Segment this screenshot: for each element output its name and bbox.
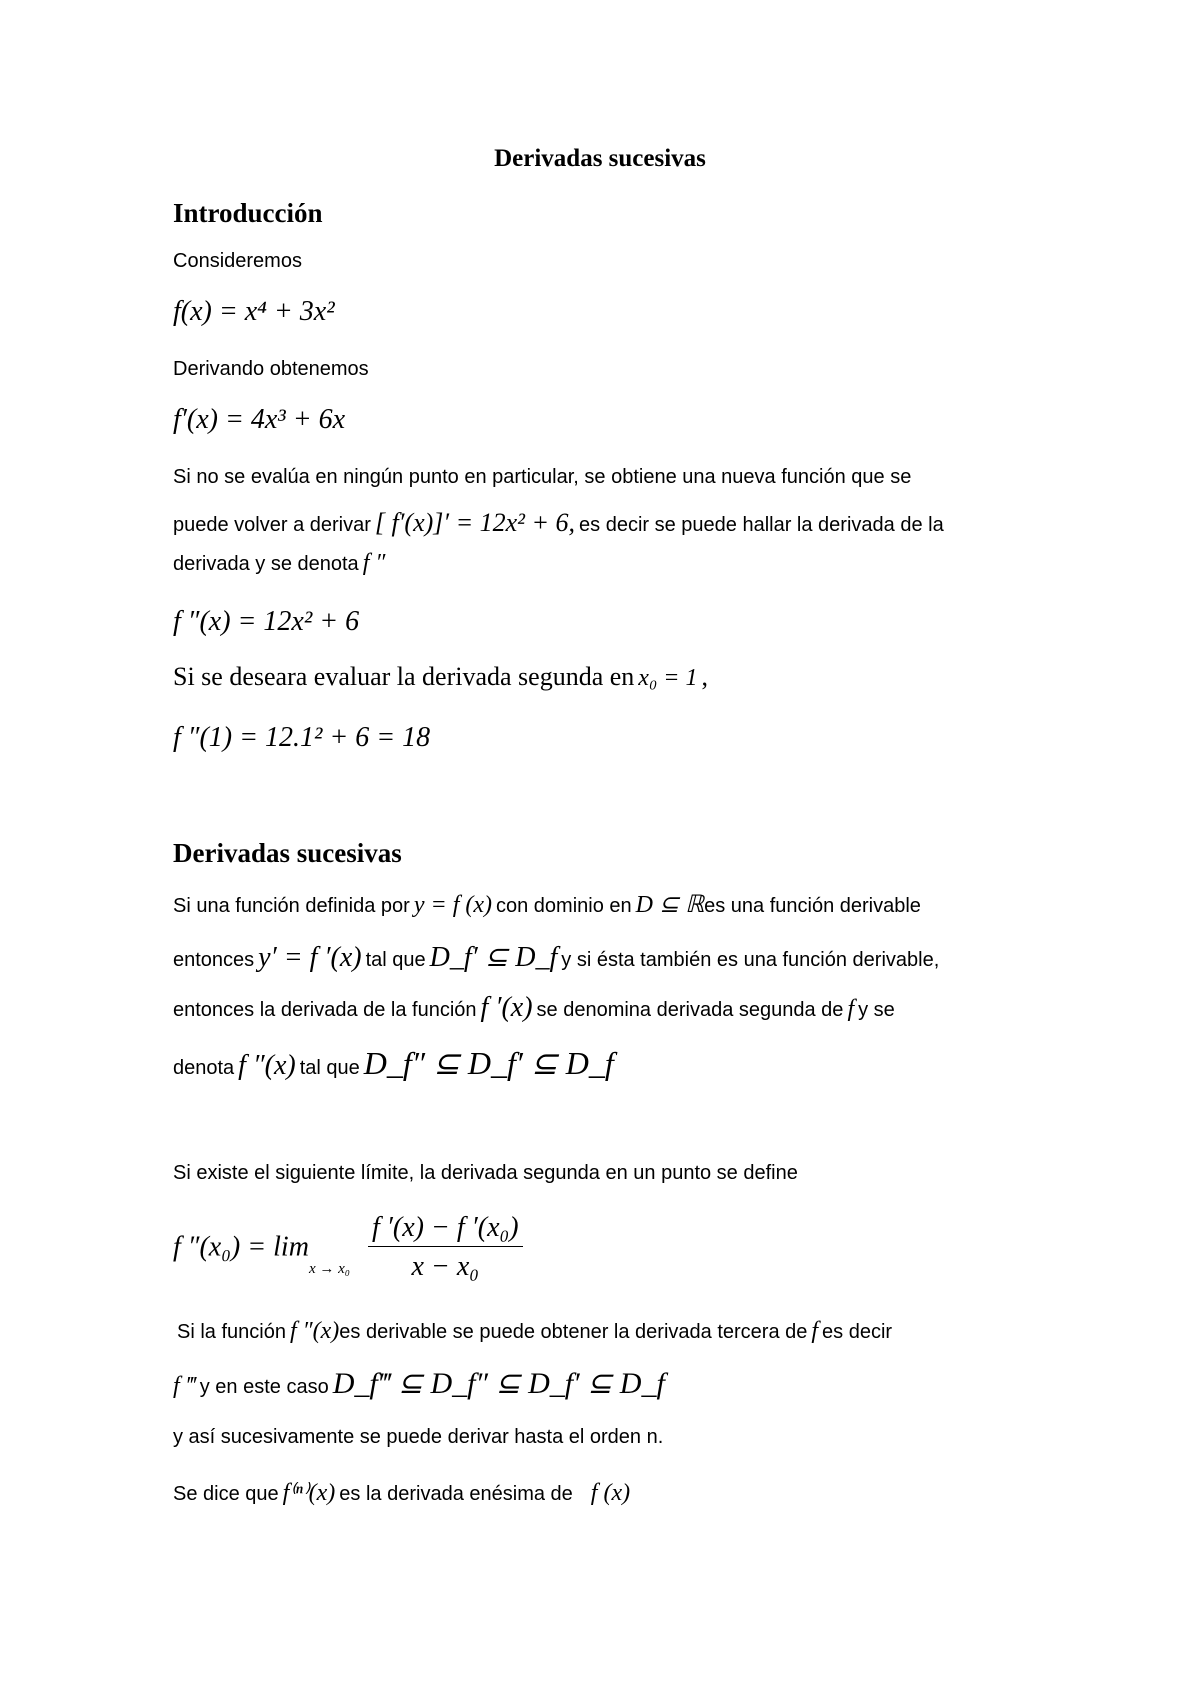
line-derivada-de-la-funcion [173,992,895,1024]
line-se-denota [173,550,385,577]
text-con-dominio: con dominio en [496,895,632,917]
limit-subscript: x → x₀ [308,1261,350,1278]
text-evaluar-segunda: Si se deseara evaluar la derivada segunda en [173,662,635,691]
equation-domain-inclusion-1: D_f′ ⊆ D_f [429,942,558,973]
symbol-f: f [847,996,855,1022]
equation-y-prime: y′ = f ′(x) [258,942,362,973]
line-funcion-definida [173,890,921,919]
equation-f-prime-x: f ′(x) [480,992,533,1023]
text-tambien-derivable: y si ésta también es una función derivable, [561,949,940,971]
equation-f-n: f⁽ⁿ⁾(x) [282,1480,336,1506]
line-derivada-tercera [177,1318,892,1345]
text-se-dice-que: Se dice que [173,1483,279,1505]
line-evaluar-segunda [173,662,708,692]
text-se-denota: derivada y se denota [173,553,359,575]
line-en-este-caso [173,1366,665,1401]
line-volver-a-derivar [173,508,944,538]
equation-dominio: D ⊆ ℝ [635,892,705,918]
line-derivada-enesima [173,1478,630,1507]
equation-f-double-prime-x-2: f ″(x) [289,1318,340,1344]
equation-f-double-prime: f ″(x) = 12x² + 6 [173,606,360,637]
limit-denominator: x − x₀ [411,1251,479,1282]
symbol-f-triple-prime: f ‴ [173,1373,196,1399]
symbol-f-2: f [811,1318,819,1344]
text-si-la-funcion: Si la función [177,1321,286,1343]
equation-derivada-de-derivada: [ f′(x)]′ = 12x² + 6, [374,508,576,537]
text-entonces: entonces [173,949,255,971]
text-es-decir-2: es decir [822,1321,893,1343]
paragraph-asi-sucesivamente: y así sucesivamente se puede derivar hasta el orden n. [173,1426,664,1448]
text-tal-que: tal que [365,949,426,971]
text-funcion-definida: Si una función definida por [173,895,410,917]
text-comma: , [701,662,708,691]
text-se-denomina: se denomina derivada segunda de [536,999,844,1021]
equation-y-f: y = f (x) [413,892,492,918]
text-derivada-de-la-funcion: entonces la derivada de la función [173,999,477,1021]
limit-numerator: f ′(x) − f ′(x₀) [368,1212,523,1247]
symbol-f-double-prime: f ″ [362,550,386,576]
equation-limit-definition [173,1212,523,1283]
paragraph-derivando: Derivando obtenemos [173,358,369,380]
equation-f-x: f (x) [590,1480,631,1506]
limit-fraction [368,1212,523,1283]
text-denota: denota [173,1057,235,1079]
equation-f-prime: f′(x) = 4x³ + 6x [173,404,346,435]
text-es-decir: es decir se puede hallar la derivada de la [579,514,944,536]
text-funcion-derivable: es una función derivable [704,895,921,917]
line-denota [173,1044,614,1082]
equation-f: f(x) = x⁴ + 3x² [173,296,335,327]
paragraph-no-se-evalua: Si no se evalúa en ningún punto en particular, se obtiene una nueva función que se [173,466,912,488]
limit-lhs: f ″(x₀) = lim [173,1231,309,1263]
equation-domain-inclusion-2: D_f″ ⊆ D_f′ ⊆ D_f [363,1045,614,1081]
equation-x0: x₀ = 1 [638,665,698,691]
text-tal-que-2: tal que [299,1057,360,1079]
heading-derivadas-sucesivas: Derivadas sucesivas [173,838,402,868]
text-y-se: y se [858,999,895,1021]
page-title: Derivadas sucesivas [494,145,706,172]
heading-introduccion: Introducción [173,198,323,228]
equation-f-double-prime-x: f ″(x) [238,1050,296,1081]
line-entonces-y-prime [173,940,939,974]
text-es-la-derivada-enesima: es la derivada enésima de [339,1483,573,1505]
equation-domain-inclusion-3: D_f‴ ⊆ D_f″ ⊆ D_f′ ⊆ D_f [332,1367,665,1400]
equation-f-double-prime-1: f ″(1) = 12.1² + 6 = 18 [173,722,431,753]
text-volver-a-derivar: puede volver a derivar [173,514,371,536]
text-en-este-caso: y en este caso [199,1376,329,1398]
text-es-derivable: es derivable se puede obtener la derivada tercera de [339,1321,808,1343]
paragraph-siguiente-limite: Si existe el siguiente límite, la derivada segunda en un punto se define [173,1162,798,1184]
paragraph-consideremos: Consideremos [173,250,302,272]
